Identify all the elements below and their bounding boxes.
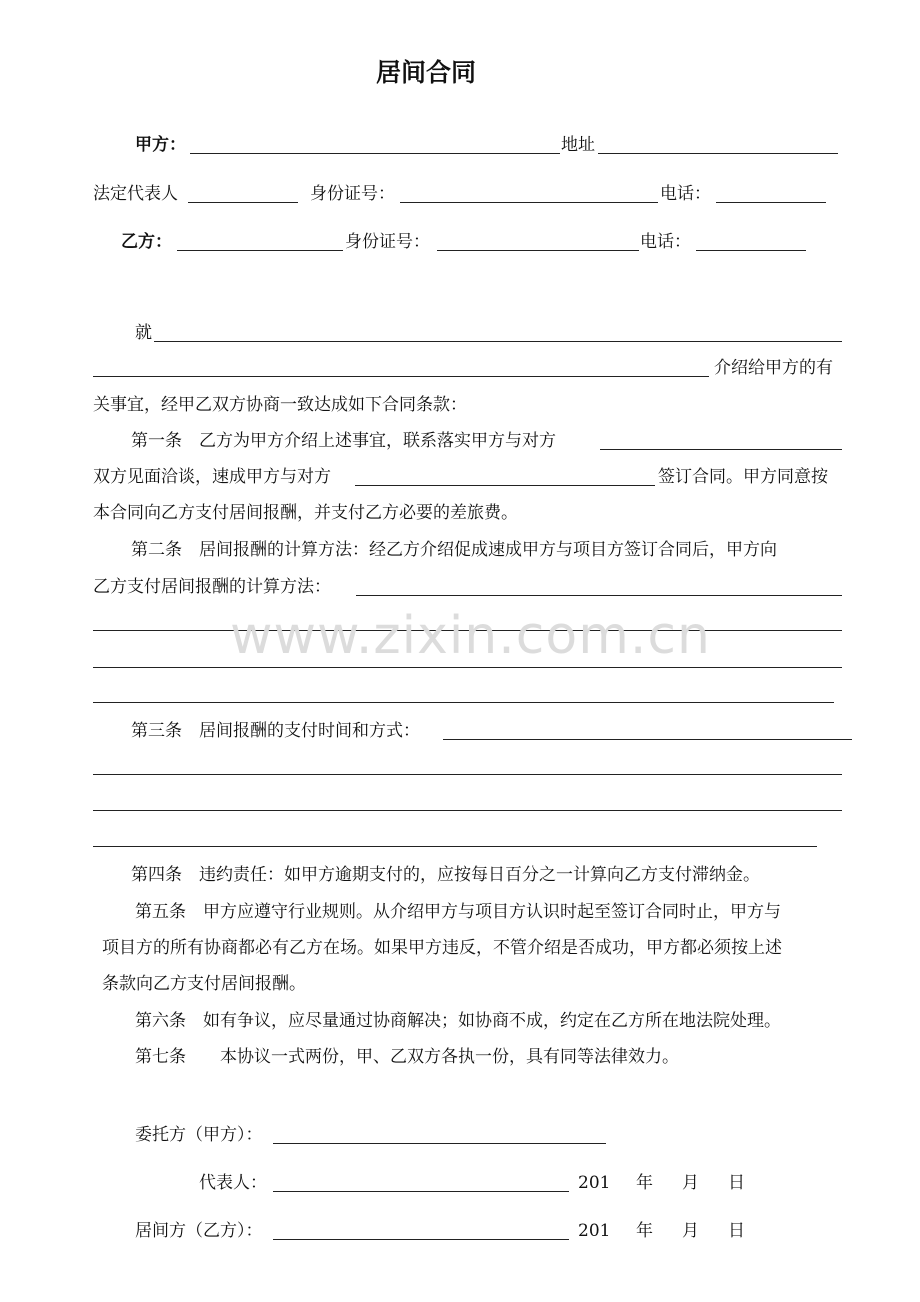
representative-year-char: 年: [636, 1173, 653, 1193]
party-b-id-blank: [437, 250, 639, 251]
party-b-phone-blank: [696, 250, 806, 251]
document-title: 居间合同: [376, 58, 477, 87]
article-3-blank-2: [93, 774, 842, 775]
address-blank: [598, 153, 838, 154]
article-5-line-2: 项目方的所有协商都必有乙方在场。如果甲方违反，不管介绍是否成功，甲方都必须按上述: [102, 938, 782, 958]
article-5-line-1: 第五条 甲方应遵守行业规则。从介绍甲方与项目方认识时起至签订合同时止，甲方与: [135, 902, 781, 922]
intermediary-label: 居间方（乙方）：: [135, 1221, 263, 1241]
article-3-blank-1: [443, 739, 852, 740]
intermediary-month-char: 月: [682, 1221, 699, 1241]
party-b-name-blank: [177, 250, 343, 251]
representative-signature-blank: [273, 1191, 569, 1192]
intermediary-year-char: 年: [636, 1221, 653, 1241]
intro-blank-2: [93, 376, 709, 377]
principal-label: 委托方（甲方）：: [135, 1125, 263, 1145]
article-2-blank-4: [93, 702, 834, 703]
intro-line-3: 关事宜，经甲乙双方协商一致达成如下合同条款：: [93, 395, 467, 415]
intro-end: 介绍给甲方的有: [714, 358, 833, 378]
party-a-id-label: 身份证号：: [310, 184, 395, 204]
intermediary-signature-blank: [273, 1239, 569, 1240]
party-b-label: 乙方：: [121, 232, 172, 252]
article-5-line-3: 条款向乙方支付居间报酬。: [102, 974, 306, 994]
party-a-id-blank: [400, 202, 658, 203]
principal-signature-blank: [273, 1143, 606, 1144]
representative-label: 代表人：: [199, 1173, 267, 1193]
party-b-phone-label: 电话：: [640, 232, 691, 252]
representative-year-prefix: 201: [578, 1173, 611, 1193]
article-1-line-2a: 双方见面洽谈，速成甲方与对方: [93, 467, 331, 487]
article-1-line-3: 本合同向乙方支付居间报酬，并支付乙方必要的差旅费。: [93, 503, 518, 523]
address-label: 地址: [561, 135, 595, 155]
party-a-phone-blank: [716, 202, 826, 203]
party-a-phone-label: 电话：: [660, 184, 711, 204]
legal-rep-label: 法定代表人: [93, 184, 178, 204]
article-1-blank-1: [600, 449, 842, 450]
intermediary-day-char: 日: [728, 1221, 745, 1241]
article-6: 第六条 如有争议，应尽量通过协商解决；如协商不成，约定在乙方所在地法院处理。: [135, 1011, 781, 1031]
article-3-blank-4: [93, 846, 817, 847]
intermediary-year-prefix: 201: [578, 1221, 611, 1241]
party-b-id-label: 身份证号：: [345, 232, 430, 252]
legal-rep-blank: [188, 202, 298, 203]
article-2-line-1: 第二条 居间报酬的计算方法：经乙方介绍促成速成甲方与项目方签订合同后，甲方向: [131, 540, 777, 560]
party-a-label: 甲方：: [135, 135, 186, 155]
article-2-line-2: 乙方支付居间报酬的计算方法：: [93, 577, 331, 597]
article-3-line-1: 第三条 居间报酬的支付时间和方式：: [131, 721, 420, 741]
article-4: 第四条 违约责任：如甲方逾期支付的，应按每日百分之一计算向乙方支付滞纳金。: [131, 865, 760, 885]
article-2-blank-1: [356, 595, 842, 596]
watermark-text: www.zixin.com.cn: [230, 606, 711, 666]
intro-prefix: 就: [135, 323, 152, 343]
article-3-blank-3: [93, 810, 842, 811]
article-7: 第七条 本协议一式两份，甲、乙双方各执一份，具有同等法律效力。: [135, 1047, 679, 1067]
party-a-name-blank: [190, 153, 560, 154]
representative-day-char: 日: [728, 1173, 745, 1193]
article-2-blank-3: [93, 667, 842, 668]
article-1-blank-2: [355, 485, 655, 486]
article-1-line-2b: 签订合同。甲方同意按: [658, 467, 828, 487]
intro-blank-1: [154, 341, 842, 342]
representative-month-char: 月: [682, 1173, 699, 1193]
article-1-line-1: 第一条 乙方为甲方介绍上述事宜，联系落实甲方与对方: [131, 431, 556, 451]
